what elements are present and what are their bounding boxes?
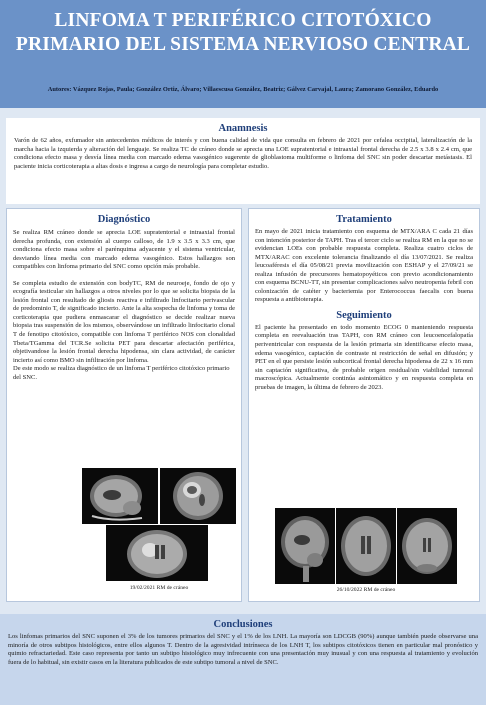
tratamiento-title: Tratamiento xyxy=(336,214,392,225)
poster-header xyxy=(0,0,486,108)
diagnostico-text xyxy=(13,229,235,382)
mri-sagittal-2022 xyxy=(275,508,335,584)
diagnostico-paragraph-1: Se realiza RM cráneo donde se aprecia LOE supratentorial e intraaxial frontal derecha profunda, con extensión al cuerpo calloso, de 1.9 x 3.5 x 3.3 cm, que condiciona efecto masa sobre el parénquima adyacente y el sistema ventricular, desviando línea media con marcado edema vasogénico. Estos hallazgos son compatibles con linfoma primario del SNC como opción más probable. xyxy=(13,229,235,271)
conclusiones-title: Conclusiones xyxy=(213,619,273,630)
mri-axial-2021 xyxy=(160,468,236,524)
mri-coronal-2021 xyxy=(106,525,208,581)
anamnesis-panel xyxy=(6,118,480,204)
mri-coronal-2022 xyxy=(397,508,457,584)
brain-axial-icon xyxy=(336,508,396,584)
conclusiones-panel xyxy=(0,614,486,705)
anamnesis-text: Varón de 62 años, exfumador sin antecedentes médicos de interés y con buena calidad de vida que consulta en febrero de 2021 por cefalea occipital, lateralización de la marcha hacia la izquierda y alteración del lenguaje. Se realiza TC de cráneo donde se aprecia una LOE supratentorial e intraaxial frontal derecha de 2.5 x 3.8 x 2.4 cm, que condiciona efecto masa y desvía línea media con marcado edema vasogénico sugerente de glioblastoma multiforme o linfoma del SNC sin poder descartar metástasis. El paciente inicia corticoterapia a altas dosis e ingresa a cargo de neurología para completar estudio. xyxy=(14,137,472,170)
anamnesis-title: Anamnesis xyxy=(218,123,268,134)
title-line-2: PRIMARIO DEL SISTEMA NERVIOSO CENTRAL xyxy=(15,34,471,55)
poster-title xyxy=(0,9,486,57)
seguimiento-image-caption: 26/10/2022 RM de cráneo xyxy=(336,587,396,593)
mri-axial-2022 xyxy=(336,508,396,584)
diagnostico-title: Diagnóstico xyxy=(97,214,151,225)
mri-sagittal-2021 xyxy=(82,468,158,524)
brain-axial-lesion-icon xyxy=(160,468,236,524)
tratamiento-text: En mayo de 2021 inicia tratamiento con esquema de MTX/ARA C cada 21 días con intención posterior de TAPH. Tras el tercer ciclo se realiza RM en la que no se evidencian LOEs con probable respuesta completa. Realiza cuatro ciclos de MTX/ARAC con excelente tolerancia finalizando el día 13/07/2021. Se realiza leucoaféresis el día 05/08/21 previa movilización con ESHAP y el 27/09/21 se realiza infusión de precursores hematopoyéticos con previo acondicionamiento con esquema BCNU-TT, sin presentar complicaciones salvo neutropenia febril con colonización de catéter y bacteriemia por Enterococcus faecalis con buena respuesta a antibioterapia. xyxy=(255,228,473,304)
authors: Autores: Vázquez Rojas, Paula; González Ortiz, Álvaro; Villaescusa González, Beatriz; Gálvez Carvajal, Laura; Zamorano González, Eduardo xyxy=(47,86,439,93)
diagnostico-paragraph-2: Se completa estudio de extensión con bodyTC, RM de neuroeje, fondo de ojo y ecografía testicular sin hallazgos a otros niveles por lo que se solicita biopsia de la lesión frontal con resultado de gliosis reactiva e infiltrado linfocitario perivascular de predominio T, de significado incierto. Ante la alta sospecha de linfoma y toma de corticoterapia que pudiera enmascarar el diagnóstico se decide realizar nueva biopsia tras suspensión de los mismos, observándose un infiltrado linfocitario clonal T de fenotipo citotóxico, compatible con linfoma T periférico NOS con clonalidad Tbeta/TGamma del TCR.Se solicita PET para descartar afectación periférica, objetivandose la lesión frontal derecha hipodensa, sin clara actividad, de carácter incierto así como BMO sin infiltración por linfoma. xyxy=(13,279,235,364)
seguimiento-title: Seguimiento xyxy=(336,309,392,321)
diagnostico-image-caption: 19/02/2021 RM de cráneo xyxy=(129,585,189,591)
title-line-1: LINFOMA T PERIFÉRICO CITOTÓXICO xyxy=(54,10,432,31)
diagnostico-paragraph-3: De este modo se realiza diagnóstico de un linfoma T periférico citotóxico primario del SNC. xyxy=(13,365,230,381)
brain-sagittal-icon xyxy=(275,508,335,584)
brain-coronal-icon xyxy=(106,525,208,581)
seguimiento-text: El paciente ha presentado en todo momento ECOG 0 manteniendo respuesta completa en reevaluación tras TAPH, con RM cráneo con leucoencefalopatía periventricular con respuesta de la lesión primaria sin identificarse efecto masa, edema vasogénico, captación de contraste ni restricción de señal en difusión; y PET en el que persiste lesión subcortical frontal derecha hipodensa de 22 x 16 mm sin captación significativa, de probable origen residual/sin viabilidad tumoral macroscópica. Actualmente continúa asintomático y en respuesta completa en pruebas de imagen, la última de febrero de 2023. xyxy=(255,323,473,391)
conclusiones-text: Los linfomas primarios del SNC suponen el 3% de los tumores primarios del SNC y el 1% de los LNH. La mayoría son LDCGB (90%) aunque también puede observarse una minoría de otros subtipos histológicos, entre ellos algunos T. Dentro de la agresividad intrínseca de los LNH T, los subtipos citotóxicos tienen en particular mal pronóstico y quimio refractariedad. Este caso representa por tanto un subtipo histológico muy infrecuente con una presentación muy inusual y con una respuesta al tratamiento y evolución fuera de lo habitual, sin existir casos en la literatura publicados de este subtipo tumoral a nivel de SNC. xyxy=(8,633,478,666)
brain-coronal-icon xyxy=(397,508,457,584)
brain-sagittal-icon xyxy=(82,468,158,524)
